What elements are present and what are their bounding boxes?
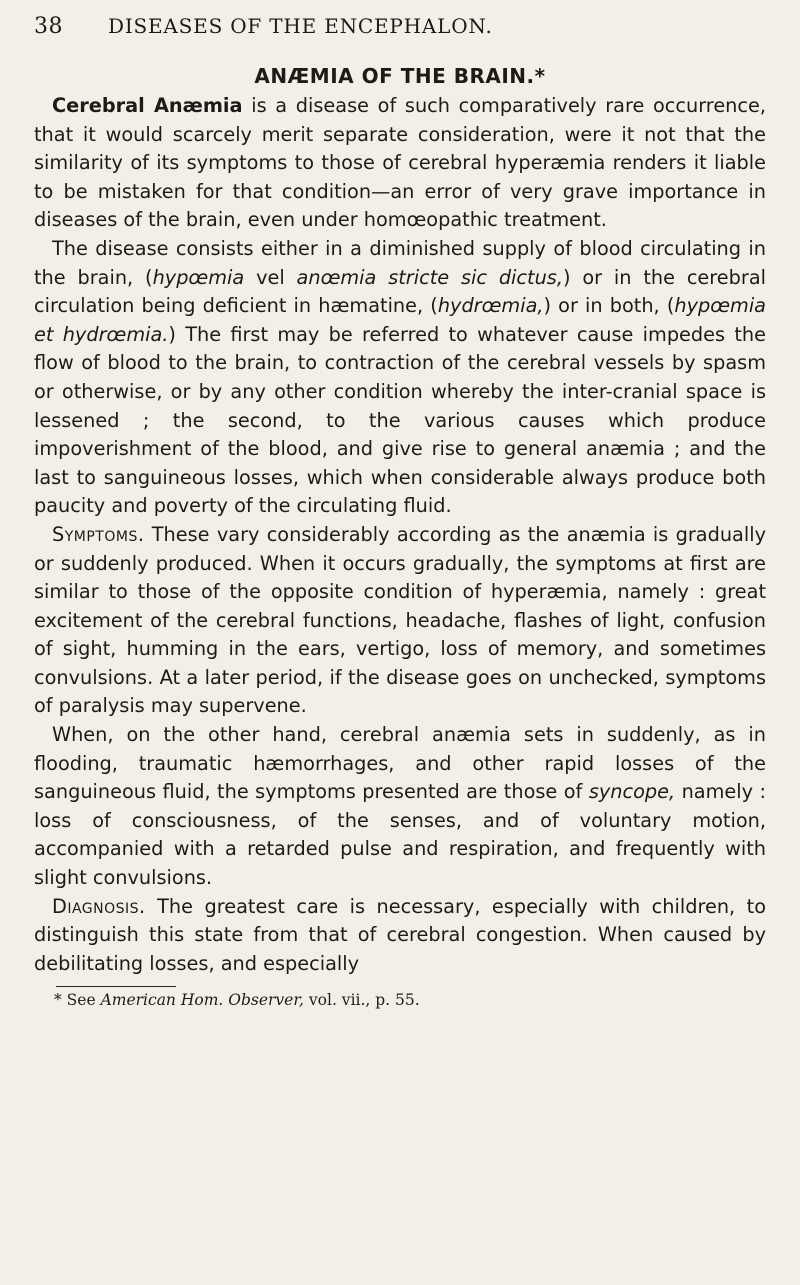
paragraph-sudden-onset (34, 721, 766, 893)
paragraph-text: The disease consists either in a diminished supply of blood circulating in the brain, ( (34, 236, 766, 289)
latin-term: anœmia stricte sic dictus, (296, 265, 563, 289)
paragraph-text: vel (244, 265, 297, 289)
running-head (34, 14, 766, 50)
paragraph-text: ) The first may be referred to whatever cause impedes the flow of blood to the brain, to contraction of the cerebral vessels by spasm or otherwise, or by any other condition whereby the inter-cranial space is lessened ; the second, to the various causes which produce impoverishment of the blood, and give rise to general anæmia ; and the last to sanguineous losses, which when considerable always produce both paucity and poverty of the circulating fluid. (34, 322, 766, 518)
paragraph-text: ) or in both, ( (543, 294, 675, 318)
latin-term: hypœmia (152, 265, 245, 289)
lead-term-diagnosis: Diagnosis. (52, 894, 146, 918)
latin-term: hypœmia et hydrœmia. (34, 294, 766, 346)
paragraph-text: The greatest care is necessary, especially with children, to distinguish this state from that of cerebral congestion. When caused by debilitating losses, and especially (34, 894, 766, 975)
footnote-suffix: vol. vii., p. 55. (303, 991, 420, 1010)
paragraph-text: ) or in the cerebral circulation being deficient in hæmatine, ( (34, 265, 766, 318)
lead-term-cerebral-anaemia: Cerebral Anæmia (52, 94, 243, 117)
running-head-title: DISEASES OF THE ENCEPHALON. (108, 14, 493, 38)
footnote-journal: American Hom. Observer, (100, 991, 304, 1010)
paragraph-text: When, on the other hand, cerebral anæmia sets in suddenly, as in flooding, traumatic hæmorrhages, and other rapid losses of the sanguineous fluid, the symptoms presented are those of (34, 723, 766, 804)
paragraph-text: namely : loss of consciousness, of the senses, and of voluntary motion, accompanied with a retarded pulse and respiration, and frequently with slight convulsions. (34, 780, 766, 890)
paragraph-text: is a disease of such comparatively rare occurrence, that it would scarcely merit separate consideration, were it not that the similarity of its symptoms to those of cerebral hyperæmia renders it liable to be mistaken for that condition—an error of very grave importance in diseases of the brain, even under homœopathic treatment. (34, 94, 766, 232)
italic-term-syncope: syncope, (588, 780, 676, 804)
body-text (34, 92, 766, 978)
lead-term-symptoms: Symptoms. (52, 522, 145, 546)
paragraph-diagnosis (34, 893, 766, 979)
footnote-rule (56, 986, 176, 987)
page-number: 38 (34, 14, 63, 39)
footnote-prefix: * See (54, 991, 101, 1010)
paragraph-text: These vary considerably according as the anæmia is gradually or suddenly produced. When it occurs gradually, the symptoms at first are similar to those of the opposite condition of hyperæmia, namely : great excitement of the cerebral functions, headache, flashes of light, confusion of sight, humming in the ears, vertigo, loss of memory, and sometimes convulsions. At a later period, if the disease goes on unchecked, symptoms of paralysis may supervene. (34, 522, 766, 718)
paragraph-causes (34, 235, 766, 521)
footnote (54, 991, 766, 1009)
section-title: ANÆMIA OF THE BRAIN.* (254, 64, 546, 88)
latin-term: hydrœmia, (437, 294, 544, 318)
paragraph-symptoms (34, 521, 766, 721)
paragraph-intro (34, 92, 766, 235)
